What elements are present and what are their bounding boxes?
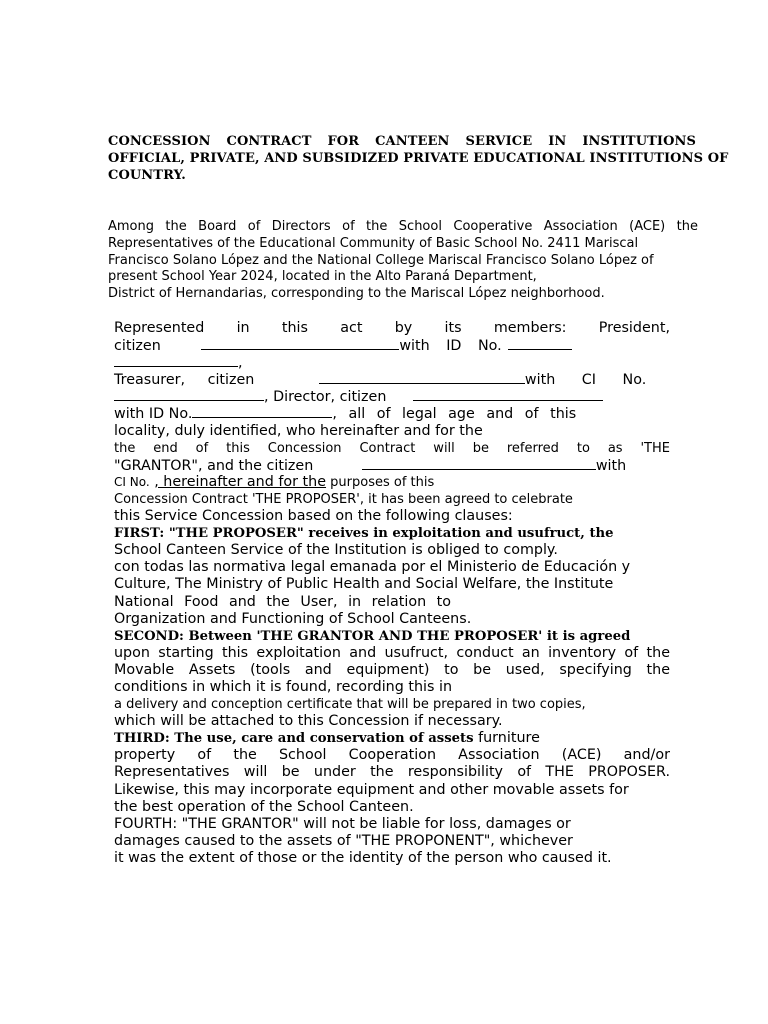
clause-second-line: Movable Assets (tools and equipment) to be used, specifying the [114, 661, 670, 678]
parties-text: , [238, 355, 243, 372]
parties-line [114, 405, 670, 422]
clause-fourth-line: it was the extent of those or the identity of the person who caused it. [114, 849, 612, 866]
parties-line: Concession Contract 'THE PROPOSER', it has been agreed to celebrate [114, 491, 573, 507]
clause-second-heading: SECOND: Between 'THE GRANTOR AND THE PROPOSER' it is agreed [114, 628, 631, 644]
parties-text: Treasurer, citizen [114, 372, 255, 389]
clause-first-line: School Canteen Service of the Institution is obliged to comply. [114, 542, 558, 559]
title-line: COUNTRY. [108, 168, 186, 183]
president-id-blank-cont [114, 354, 238, 367]
treasurer-ci-blank [114, 388, 264, 401]
intro-line: Francisco Solano López and the National College Mariscal Francisco Solano López of [108, 252, 654, 268]
parties-line [114, 474, 670, 491]
title-line: OFFICIAL, PRIVATE, AND SUBSIDIZED PRIVATE EDUCATIONAL INSTITUTIONS OF [108, 151, 729, 166]
clause-fourth-line: damages caused to the assets of "THE PROPONENT", whichever [114, 832, 573, 849]
clause-third-heading-tail: furniture [473, 730, 540, 747]
proposer-name-blank [362, 457, 596, 470]
parties-line [114, 457, 670, 474]
parties-text: with ID No. [114, 406, 193, 423]
clause-third-line: Representatives will be under the responsibility of THE PROPOSER. [114, 764, 670, 781]
parties-text: purposes of this [326, 474, 435, 490]
parties-text: , Director, citizen [264, 389, 387, 406]
parties-line: Represented in this act by its members: President, [114, 320, 670, 336]
parties-line [114, 337, 670, 354]
clause-first-line: National Food and the User, in relation to [114, 593, 452, 610]
clause-first-line: con todas las normativa legal emanada por el Ministerio de Educación y [114, 559, 631, 576]
parties-text: CI No. [114, 474, 150, 489]
intro-line: Among the Board of Directors of the School Cooperative Association (ACE) the [108, 219, 698, 234]
parties-line [114, 388, 670, 405]
clause-second-line: which will be attached to this Concession if necessary. [114, 713, 503, 730]
intro-line: District of Hernandarias, corresponding to the Mariscal López neighborhood. [108, 286, 605, 302]
document-title [108, 133, 729, 184]
parties-text: , all of legal age and of this [332, 406, 577, 423]
clause-third-line: Likewise, this may incorporate equipment and other movable assets for [114, 781, 629, 798]
president-name-blank [201, 337, 399, 350]
parties-line [114, 371, 670, 388]
clause-fourth-line: FOURTH: "THE GRANTOR" will not be liable for loss, damages or [114, 815, 571, 832]
clause-third-heading-line [114, 730, 670, 747]
treasurer-name-blank [319, 371, 525, 384]
president-id-blank [508, 337, 572, 350]
clause-first-line: Organization and Functioning of School Canteens. [114, 610, 472, 627]
director-id-blank [192, 405, 332, 418]
parties-line: this Service Concession based on the following clauses: [114, 508, 513, 525]
clause-first-line: Culture, The Ministry of Public Health and Social Welfare, the Institute [114, 576, 614, 593]
clause-second-line: upon starting this exploitation and usufruct, conduct an inventory of the [114, 644, 670, 661]
parties-line: the end of this Concession Contract will be referred to as 'THE [114, 440, 670, 456]
parties-text: citizen [114, 338, 161, 355]
parties-line: locality, duly identified, who hereinafter and for the [114, 422, 483, 439]
intro-line: Representatives of the Educational Community of Basic School No. 2411 Mariscal [108, 235, 639, 251]
clause-first-heading: FIRST: "THE PROPOSER" receives in exploitation and usufruct, the [114, 526, 614, 542]
title-line: CONCESSION CONTRACT FOR CANTEEN SERVICE IN INSTITUTIONS [108, 134, 696, 149]
intro-paragraph [108, 219, 698, 303]
clause-second-line: a delivery and conception certificate that will be prepared in two copies, [114, 697, 586, 713]
clause-second-line: conditions in which it is found, recording this in [114, 678, 453, 695]
clause-third-heading: THIRD: The use, care and conservation of assets [114, 731, 474, 747]
parties-line [114, 354, 670, 371]
director-name-blank [413, 388, 603, 401]
parties-text: "GRANTOR", and the citizen [114, 457, 314, 474]
parties-text: with [595, 457, 627, 474]
intro-line: present School Year 2024, located in the Alto Paraná Department, [108, 269, 537, 285]
contract-body [114, 320, 670, 867]
parties-text: with ID No. [399, 338, 502, 355]
parties-text: with CI No. [524, 372, 647, 389]
clause-third-line: the best operation of the School Canteen. [114, 798, 414, 815]
clause-third-line: property of the School Cooperation Association (ACE) and/or [114, 747, 670, 764]
parties-text: , hereinafter and for the [154, 473, 327, 490]
